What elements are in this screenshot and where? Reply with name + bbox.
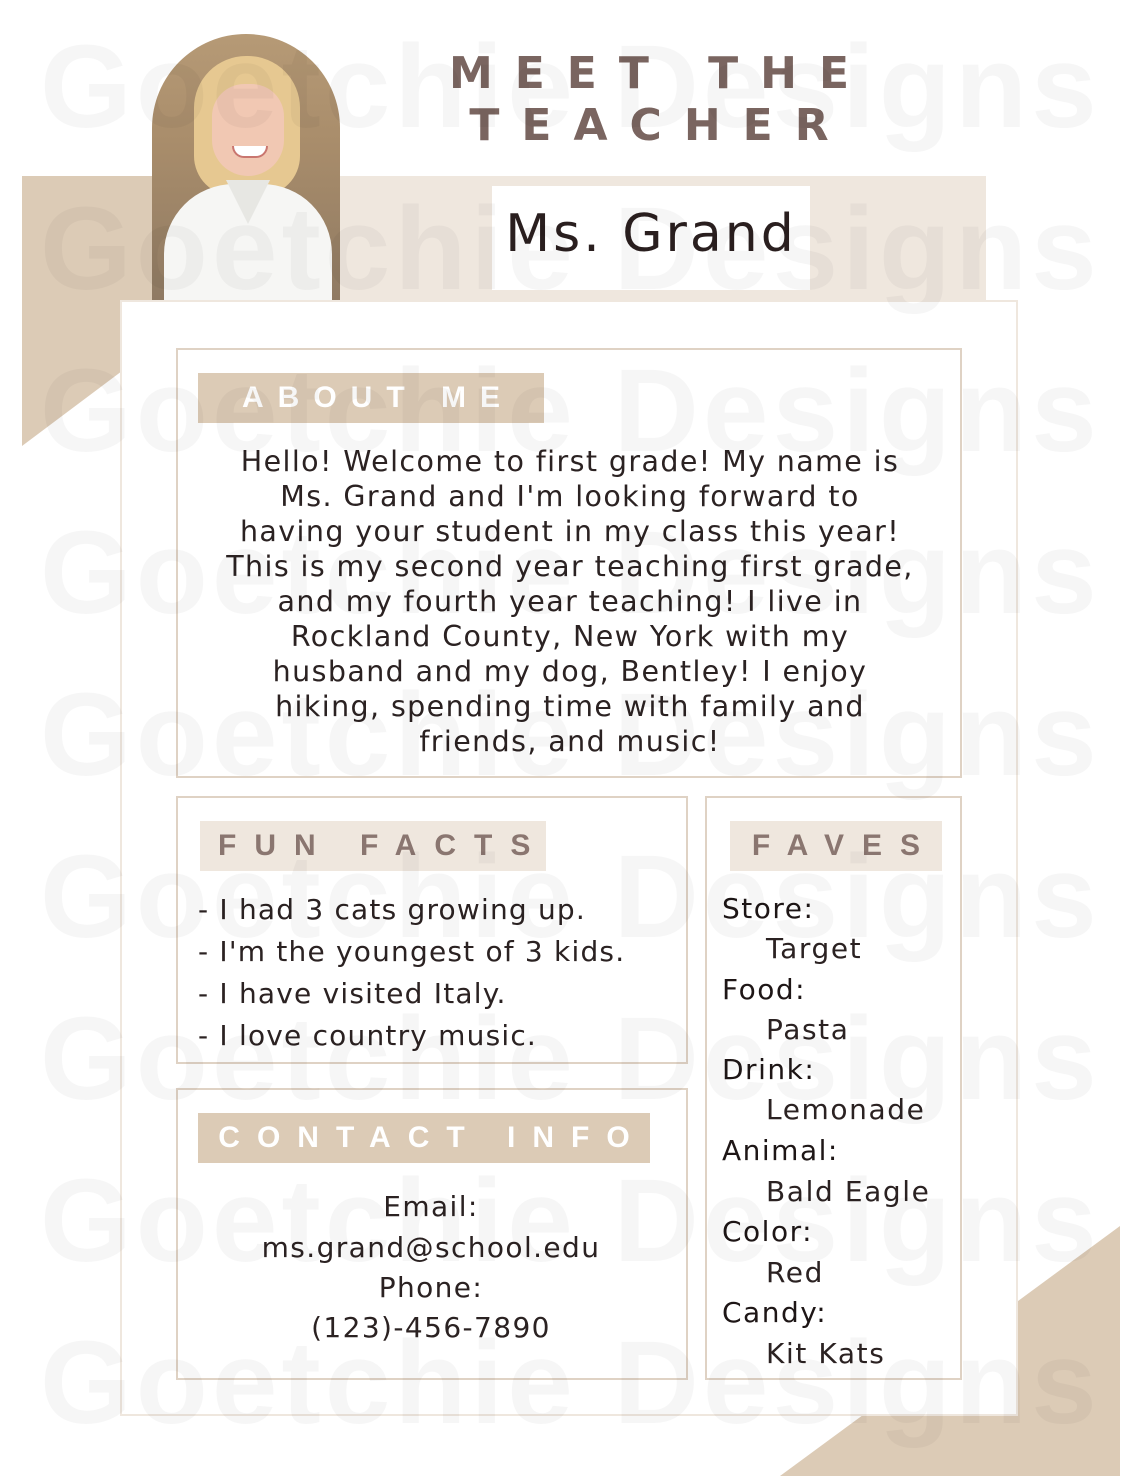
- list-item: - I love country music.: [198, 1019, 538, 1052]
- email-label: Email:: [383, 1190, 479, 1223]
- about-text: [196, 444, 944, 759]
- fave-category: Color:: [722, 1215, 814, 1248]
- fun-facts-heading: FUN FACTS: [200, 821, 546, 871]
- fave-value: Target: [766, 932, 863, 965]
- about-line: having your student in my class this year!: [239, 515, 901, 548]
- about-line: This is my second year teaching first grade,: [226, 550, 914, 583]
- phone-label: Phone:: [378, 1271, 484, 1304]
- about-line: Rockland County, New York with my: [290, 620, 850, 653]
- fave-value: Bald Eagle: [766, 1175, 931, 1208]
- list-item: - I'm the youngest of 3 kids.: [198, 935, 626, 968]
- fave-value: Red: [766, 1256, 824, 1289]
- about-line: Ms. Grand and I'm looking forward to: [280, 480, 860, 513]
- teacher-name: Ms. Grand: [505, 204, 797, 264]
- page-title-line2: TEACHER: [469, 100, 851, 151]
- fave-category: Animal:: [722, 1134, 839, 1167]
- teacher-photo: [152, 34, 340, 300]
- about-line: Hello! Welcome to first grade! My name is: [240, 445, 900, 478]
- list-item: - I had 3 cats growing up.: [198, 893, 586, 926]
- fave-category: Food:: [722, 973, 807, 1006]
- list-item: - I have visited Italy.: [198, 977, 507, 1010]
- about-line: and my fourth year teaching! I live in: [277, 585, 863, 618]
- fun-facts-list: [198, 889, 688, 1057]
- fave-category: Candy:: [722, 1296, 828, 1329]
- contact-heading: CONTACT INFO: [198, 1113, 650, 1163]
- fave-value: Kit Kats: [766, 1337, 886, 1370]
- email-address: ms.grand@school.edu: [261, 1231, 601, 1264]
- about-line: husband and my dog, Bentley! I enjoy: [272, 655, 868, 688]
- faves-heading: FAVES: [730, 821, 942, 871]
- fave-category: Store:: [722, 892, 815, 925]
- about-line: hiking, spending time with family and: [275, 690, 865, 723]
- fave-value: Pasta: [766, 1013, 850, 1046]
- fave-value: Lemonade: [766, 1093, 926, 1126]
- about-line: friends, and music!: [419, 725, 721, 758]
- fave-category: Drink:: [722, 1053, 816, 1086]
- page-title-line1: MEET THE: [448, 48, 872, 99]
- phone-number: (123)-456-7890: [311, 1311, 551, 1344]
- about-heading: ABOUT ME: [198, 373, 544, 423]
